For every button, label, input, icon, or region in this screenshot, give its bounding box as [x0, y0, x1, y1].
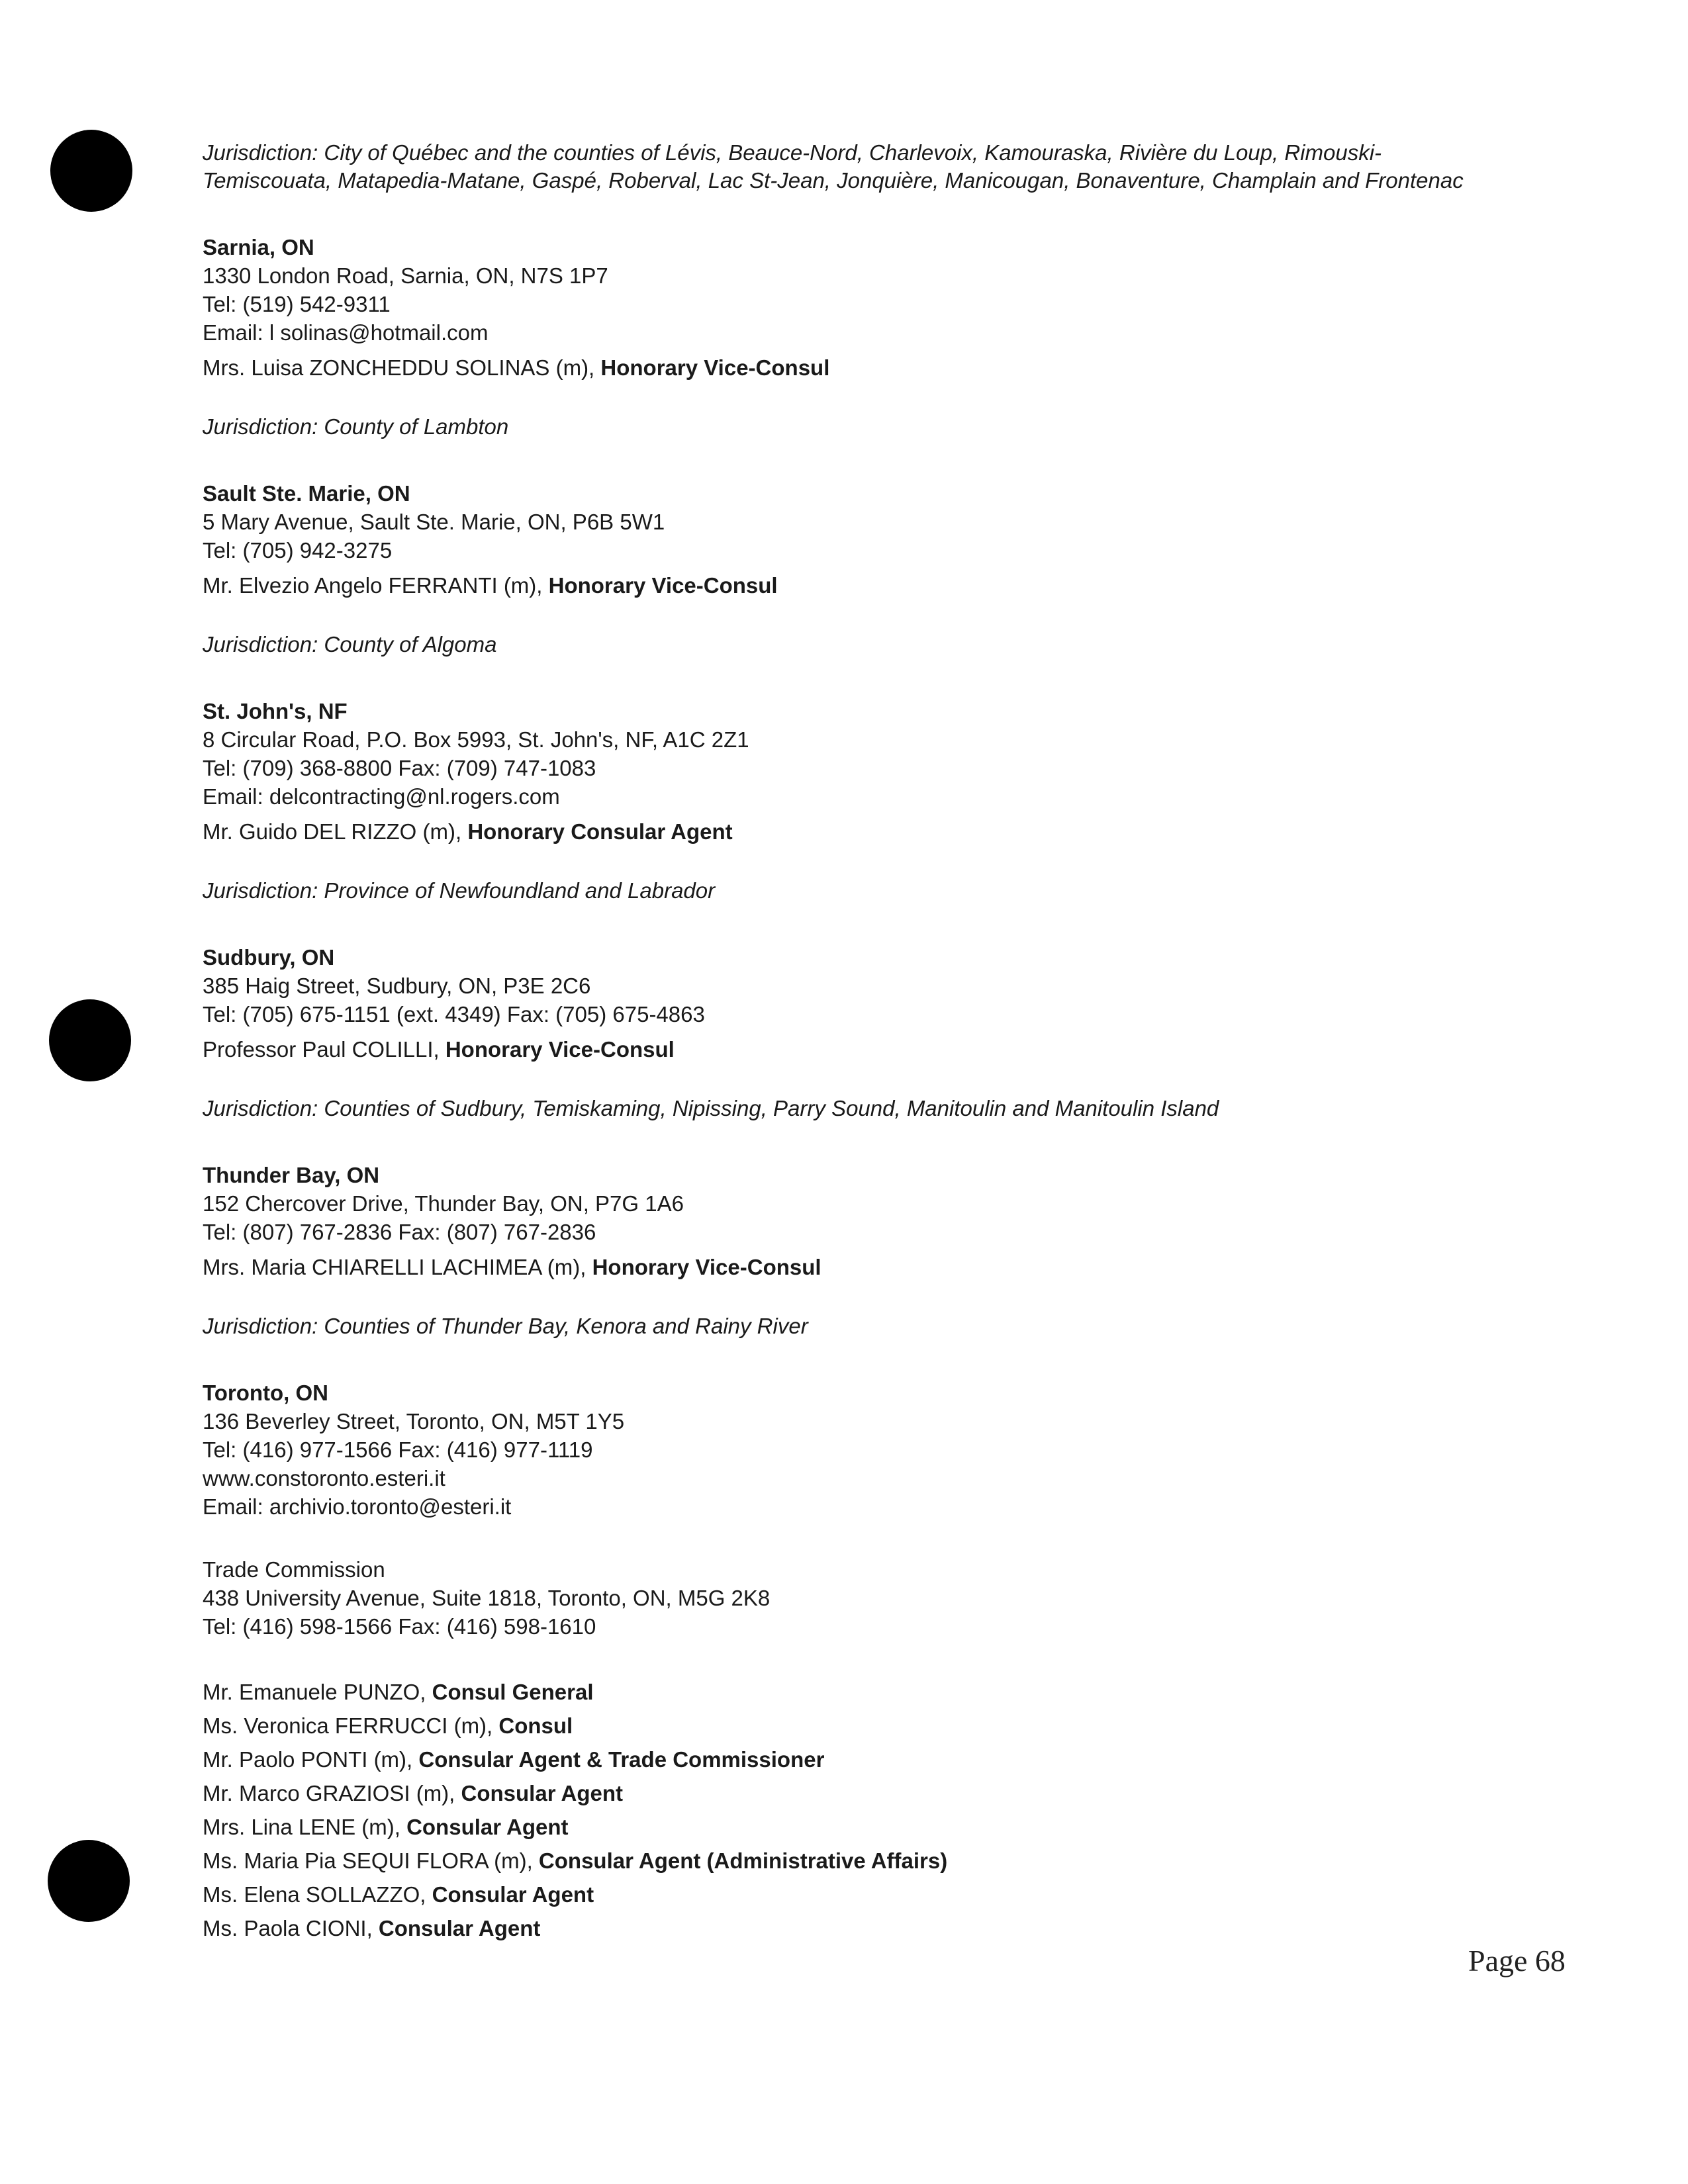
staff-member: [203, 1743, 1500, 1776]
telephone: Tel: (519) 542-9311: [203, 292, 391, 316]
telephone: Tel: (416) 977-1566 Fax: (416) 977-1119: [203, 1437, 593, 1462]
address: 8 Circular Road, P.O. Box 5993, St. John's, NF, A1C 2Z1: [203, 727, 749, 752]
website: www.constoronto.esteri.it: [203, 1466, 445, 1490]
trade-title: Trade Commission: [203, 1557, 385, 1582]
staff-name: Mrs. Lina LENE (m),: [203, 1815, 407, 1839]
staff-role: Consular Agent: [461, 1781, 623, 1805]
official-name: Professor Paul COLILLI,: [203, 1037, 445, 1062]
jurisdiction: Jurisdiction: County of Algoma: [203, 632, 497, 657]
official-name: Mr. Guido DEL RIZZO (m),: [203, 819, 468, 844]
city-heading: Thunder Bay, ON: [203, 1163, 380, 1187]
staff-name: Mr. Emanuele PUNZO,: [203, 1680, 432, 1704]
official: [203, 817, 1500, 846]
jurisdiction: Jurisdiction: Counties of Sudbury, Temiskaming, Nipissing, Parry Sound, Manitoulin and Manitoulin Island: [203, 1096, 1219, 1120]
staff-role: Consular Agent & Trade Commissioner: [418, 1747, 825, 1772]
staff-name: Mr. Paolo PONTI (m),: [203, 1747, 419, 1772]
page-number: Page 68: [1468, 1944, 1566, 1978]
official: [203, 1253, 1500, 1281]
entry-toronto: [203, 1379, 1500, 1945]
jurisdiction: Jurisdiction: County of Lambton: [203, 414, 509, 439]
staff-role: Consular Agent: [378, 1916, 541, 1940]
email: Email: archivio.toronto@esteri.it: [203, 1494, 512, 1519]
staff-member: [203, 1844, 1500, 1878]
official-name: Mrs. Luisa ZONCHEDDU SOLINAS (m),: [203, 355, 601, 380]
city-heading: Toronto, ON: [203, 1381, 329, 1405]
city-heading: Sault Ste. Marie, ON: [203, 481, 410, 506]
staff-name: Ms. Elena SOLLAZZO,: [203, 1882, 432, 1907]
binder-hole: [48, 1840, 130, 1922]
address: 152 Chercover Drive, Thunder Bay, ON, P7G 1A6: [203, 1191, 684, 1216]
staff-name: Ms. Maria Pia SEQUI FLORA (m),: [203, 1848, 539, 1873]
telephone: Tel: (705) 942-3275: [203, 538, 393, 563]
directory-page: [203, 139, 1500, 1945]
official: [203, 571, 1500, 600]
address: 136 Beverley Street, Toronto, ON, M5T 1Y5: [203, 1409, 625, 1433]
official-role: Honorary Vice-Consul: [548, 573, 778, 598]
official-role: Honorary Consular Agent: [467, 819, 733, 844]
staff-role: Consular Agent: [432, 1882, 594, 1907]
email: Email: delcontracting@nl.rogers.com: [203, 784, 560, 809]
telephone: Tel: (709) 368-8800 Fax: (709) 747-1083: [203, 756, 596, 780]
trade-telephone: Tel: (416) 598-1566 Fax: (416) 598-1610: [203, 1614, 596, 1639]
staff-name: Ms. Veronica FERRUCCI (m),: [203, 1713, 499, 1738]
address: 1330 London Road, Sarnia, ON, N7S 1P7: [203, 263, 608, 288]
binder-hole: [49, 999, 131, 1081]
staff-role: Consular Agent: [406, 1815, 569, 1839]
staff-list: [203, 1675, 1500, 1945]
official-role: Honorary Vice-Consul: [445, 1037, 675, 1062]
jurisdiction: Jurisdiction: Counties of Thunder Bay, Kenora and Rainy River: [203, 1314, 808, 1338]
official-name: Mr. Elvezio Angelo FERRANTI (m),: [203, 573, 549, 598]
staff-member: [203, 1709, 1500, 1743]
address: 5 Mary Avenue, Sault Ste. Marie, ON, P6B 5W1: [203, 510, 665, 534]
staff-member: [203, 1675, 1500, 1709]
email: Email: l solinas@hotmail.com: [203, 320, 489, 345]
entry-thunder-bay: [203, 1161, 1500, 1340]
city-heading: St. John's, NF: [203, 699, 348, 723]
staff-role: Consular Agent (Administrative Affairs): [538, 1848, 948, 1873]
official-role: Honorary Vice-Consul: [600, 355, 830, 380]
jurisdiction: Jurisdiction: Province of Newfoundland and Labrador: [203, 878, 716, 903]
staff-role: Consul: [498, 1713, 573, 1738]
staff-role: Consul General: [432, 1680, 594, 1704]
telephone: Tel: (807) 767-2836 Fax: (807) 767-2836: [203, 1220, 596, 1244]
city-heading: Sudbury, ON: [203, 945, 335, 970]
official-name: Mrs. Maria CHIARELLI LACHIMEA (m),: [203, 1255, 592, 1279]
official: [203, 1035, 1500, 1064]
telephone: Tel: (705) 675-1151 (ext. 4349) Fax: (705) 675-4863: [203, 1002, 705, 1026]
staff-member: [203, 1810, 1500, 1844]
jurisdiction-quebec: Jurisdiction: City of Québec and the counties of Lévis, Beauce-Nord, Charlevoix, Kamouraska, Rivière du Loup, Rimouski-Temiscouata, Matapedia-Matane, Gaspé, Roberval, Lac St-Jean, Jonquière, Manicougan, Bonaventure, Champlain and Frontenac: [203, 140, 1464, 193]
trade-commission: [203, 1555, 1500, 1641]
staff-name: Mr. Marco GRAZIOSI (m),: [203, 1781, 461, 1805]
binder-hole: [50, 130, 132, 212]
staff-member: [203, 1776, 1500, 1810]
staff-member: [203, 1878, 1500, 1911]
trade-address: 438 University Avenue, Suite 1818, Toronto, ON, M5G 2K8: [203, 1586, 771, 1610]
address: 385 Haig Street, Sudbury, ON, P3E 2C6: [203, 974, 591, 998]
entry-sudbury: [203, 943, 1500, 1122]
entry-st-johns: [203, 697, 1500, 905]
city-heading: Sarnia, ON: [203, 235, 314, 259]
official: [203, 353, 1500, 382]
official-role: Honorary Vice-Consul: [592, 1255, 821, 1279]
entry-sault-ste-marie: [203, 479, 1500, 659]
entry-sarnia: [203, 233, 1500, 441]
staff-name: Ms. Paola CIONI,: [203, 1916, 379, 1940]
staff-member: [203, 1911, 1500, 1945]
